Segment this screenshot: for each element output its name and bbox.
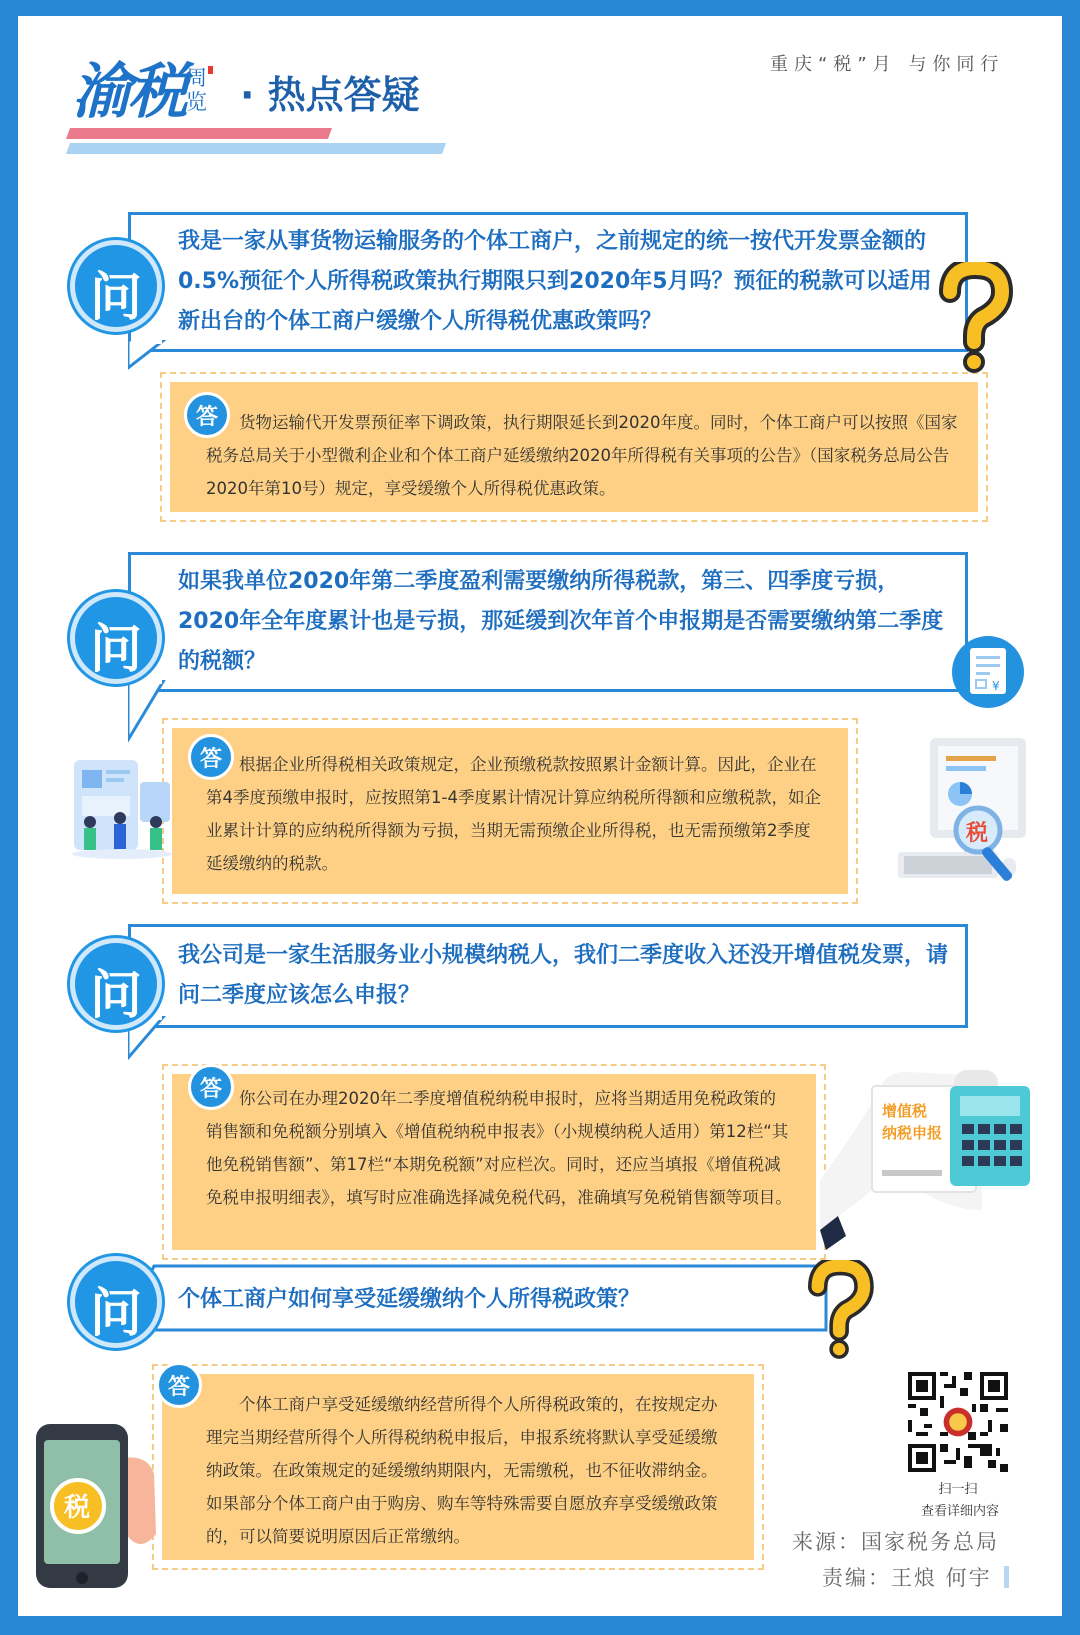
question-badge-3 [70, 938, 162, 1030]
answer-text-3: 你公司在办理2020年二季度增值税纳税申报时，应将当期适用免税政策的销售额和免税额分别填入《增值税纳税申报表》（小规模纳税人适用）第12栏“其他免税销售额”、第17栏“本期免税额”对应栏次。同时，还应当填报《增值税减免税申报明细表》，填写时应准确选择减免税代码，准确填写免税销售额等项目。 [206, 1089, 792, 1207]
header-stripe-blue [66, 143, 446, 154]
question-text-2: 如果我单位2020年第二季度盈利需要缴纳所得税款，第三、四季度亏损，2020年全年度累计也是亏损，那延缓到次年首个申报期是否需要缴纳第二季度的税额？ [178, 569, 944, 674]
answer-text-1: 货物运输代开发票预征率下调政策，执行期限延长到2020年度。同时，个体工商户可以按照《国家税务总局关于小型微利企业和个体工商户延缓缴纳2020年所得税有关事项的公告》（国家税务总局公告2020年第10号）规定，享受缓缴个人所得税优惠政策。 [206, 413, 958, 498]
question-text-4: 个体工商户如何享受延缓缴纳个人所得税政策？ [178, 1287, 641, 1312]
question-badge-label: 问 [89, 966, 142, 1026]
tax-char: 税 [966, 821, 989, 846]
calculator-hand-illustration [820, 1060, 1035, 1250]
logo-text: 渝税 [72, 57, 184, 127]
question-text-3: 我公司是一家生活服务业小规模纳税人，我们二季度收入还没开增值税发票，请问二季度应该怎么申报？ [178, 943, 949, 1008]
answer-badge-label: 答 [195, 405, 218, 430]
question-mark-icon [930, 262, 1020, 374]
phone-tax-illustration [30, 1414, 160, 1604]
logo-accent [208, 66, 213, 74]
phone-tax-char: 税 [64, 1493, 91, 1523]
question-tail-1 [128, 340, 168, 370]
question-badge-2 [70, 592, 162, 684]
yen-symbol: ¥ [992, 679, 1000, 693]
vat-form-subtitle: 纳税申报 [882, 1124, 943, 1142]
answer-text-2: 根据企业所得税相关政策规定，企业预缴税款按照累计金额计算。因此，企业在第4季度预缴申报时，应按照第1-4季度累计情况计算应纳税所得额和应缴税款，如企业累计计算的应纳税所得额为亏损，当期无需预缴企业所得税，也无需预缴第2季度延缓缴纳的税款。 [206, 755, 821, 873]
qr-caption-scan: 扫一扫 [938, 1482, 978, 1497]
logo-subtitle: 周览 [186, 66, 207, 114]
answer-badge-label: 答 [167, 1375, 190, 1400]
slogan: 重庆“税”月 与你同行 [770, 54, 1005, 75]
editor-text: 责编：王烺 何宇 [822, 1566, 992, 1590]
question-badge-4 [70, 1256, 162, 1348]
answer-text-4: 个体工商户享受延缓缴纳经营所得个人所得税政策的，在按规定办理完当期经营所得个人所得税纳税申报后，申报系统将默认享受延缓缴纳政策。在政策规定的延缓缴纳期限内，无需缴税，也不征收滞纳金。如果部分个体工商户由于购房、购车等特殊需要自愿放弃享受缓缴政策的，可以简要说明原因后正常缴纳。 [206, 1395, 718, 1546]
source-text: 来源：国家税务总局 [792, 1530, 999, 1554]
question-badge-label: 问 [89, 1284, 142, 1344]
answer-badge-label: 答 [199, 1077, 222, 1102]
qr-caption-detail: 查看详细内容 [920, 1504, 999, 1519]
question-text-1: 我是一家从事货物运输服务的个体工商户，之前规定的统一按代开发票金额的0.5%预征个人所得税政策执行期限只到2020年5月吗？预征的税款可以适用新出台的个体工商户缓缴个人所得税优惠政策吗？ [178, 229, 932, 334]
page-title: · 热点答疑 [240, 73, 420, 117]
vat-form-title: 增值税 [882, 1102, 928, 1120]
answer-badge-label: 答 [199, 747, 222, 772]
question-badge-label: 问 [89, 620, 142, 680]
question-mark-icon [800, 1260, 880, 1360]
office-people-illustration [56, 752, 176, 862]
answer-badge-4 [156, 1362, 202, 1408]
computer-tax-illustration [890, 732, 1030, 902]
invoice-icon [950, 634, 1026, 710]
qr-code[interactable] [908, 1372, 1008, 1472]
header-stripe-red [66, 128, 332, 139]
editor-accent-bar [1004, 1566, 1009, 1588]
question-badge-1 [70, 240, 162, 332]
question-badge-label: 问 [89, 268, 142, 328]
